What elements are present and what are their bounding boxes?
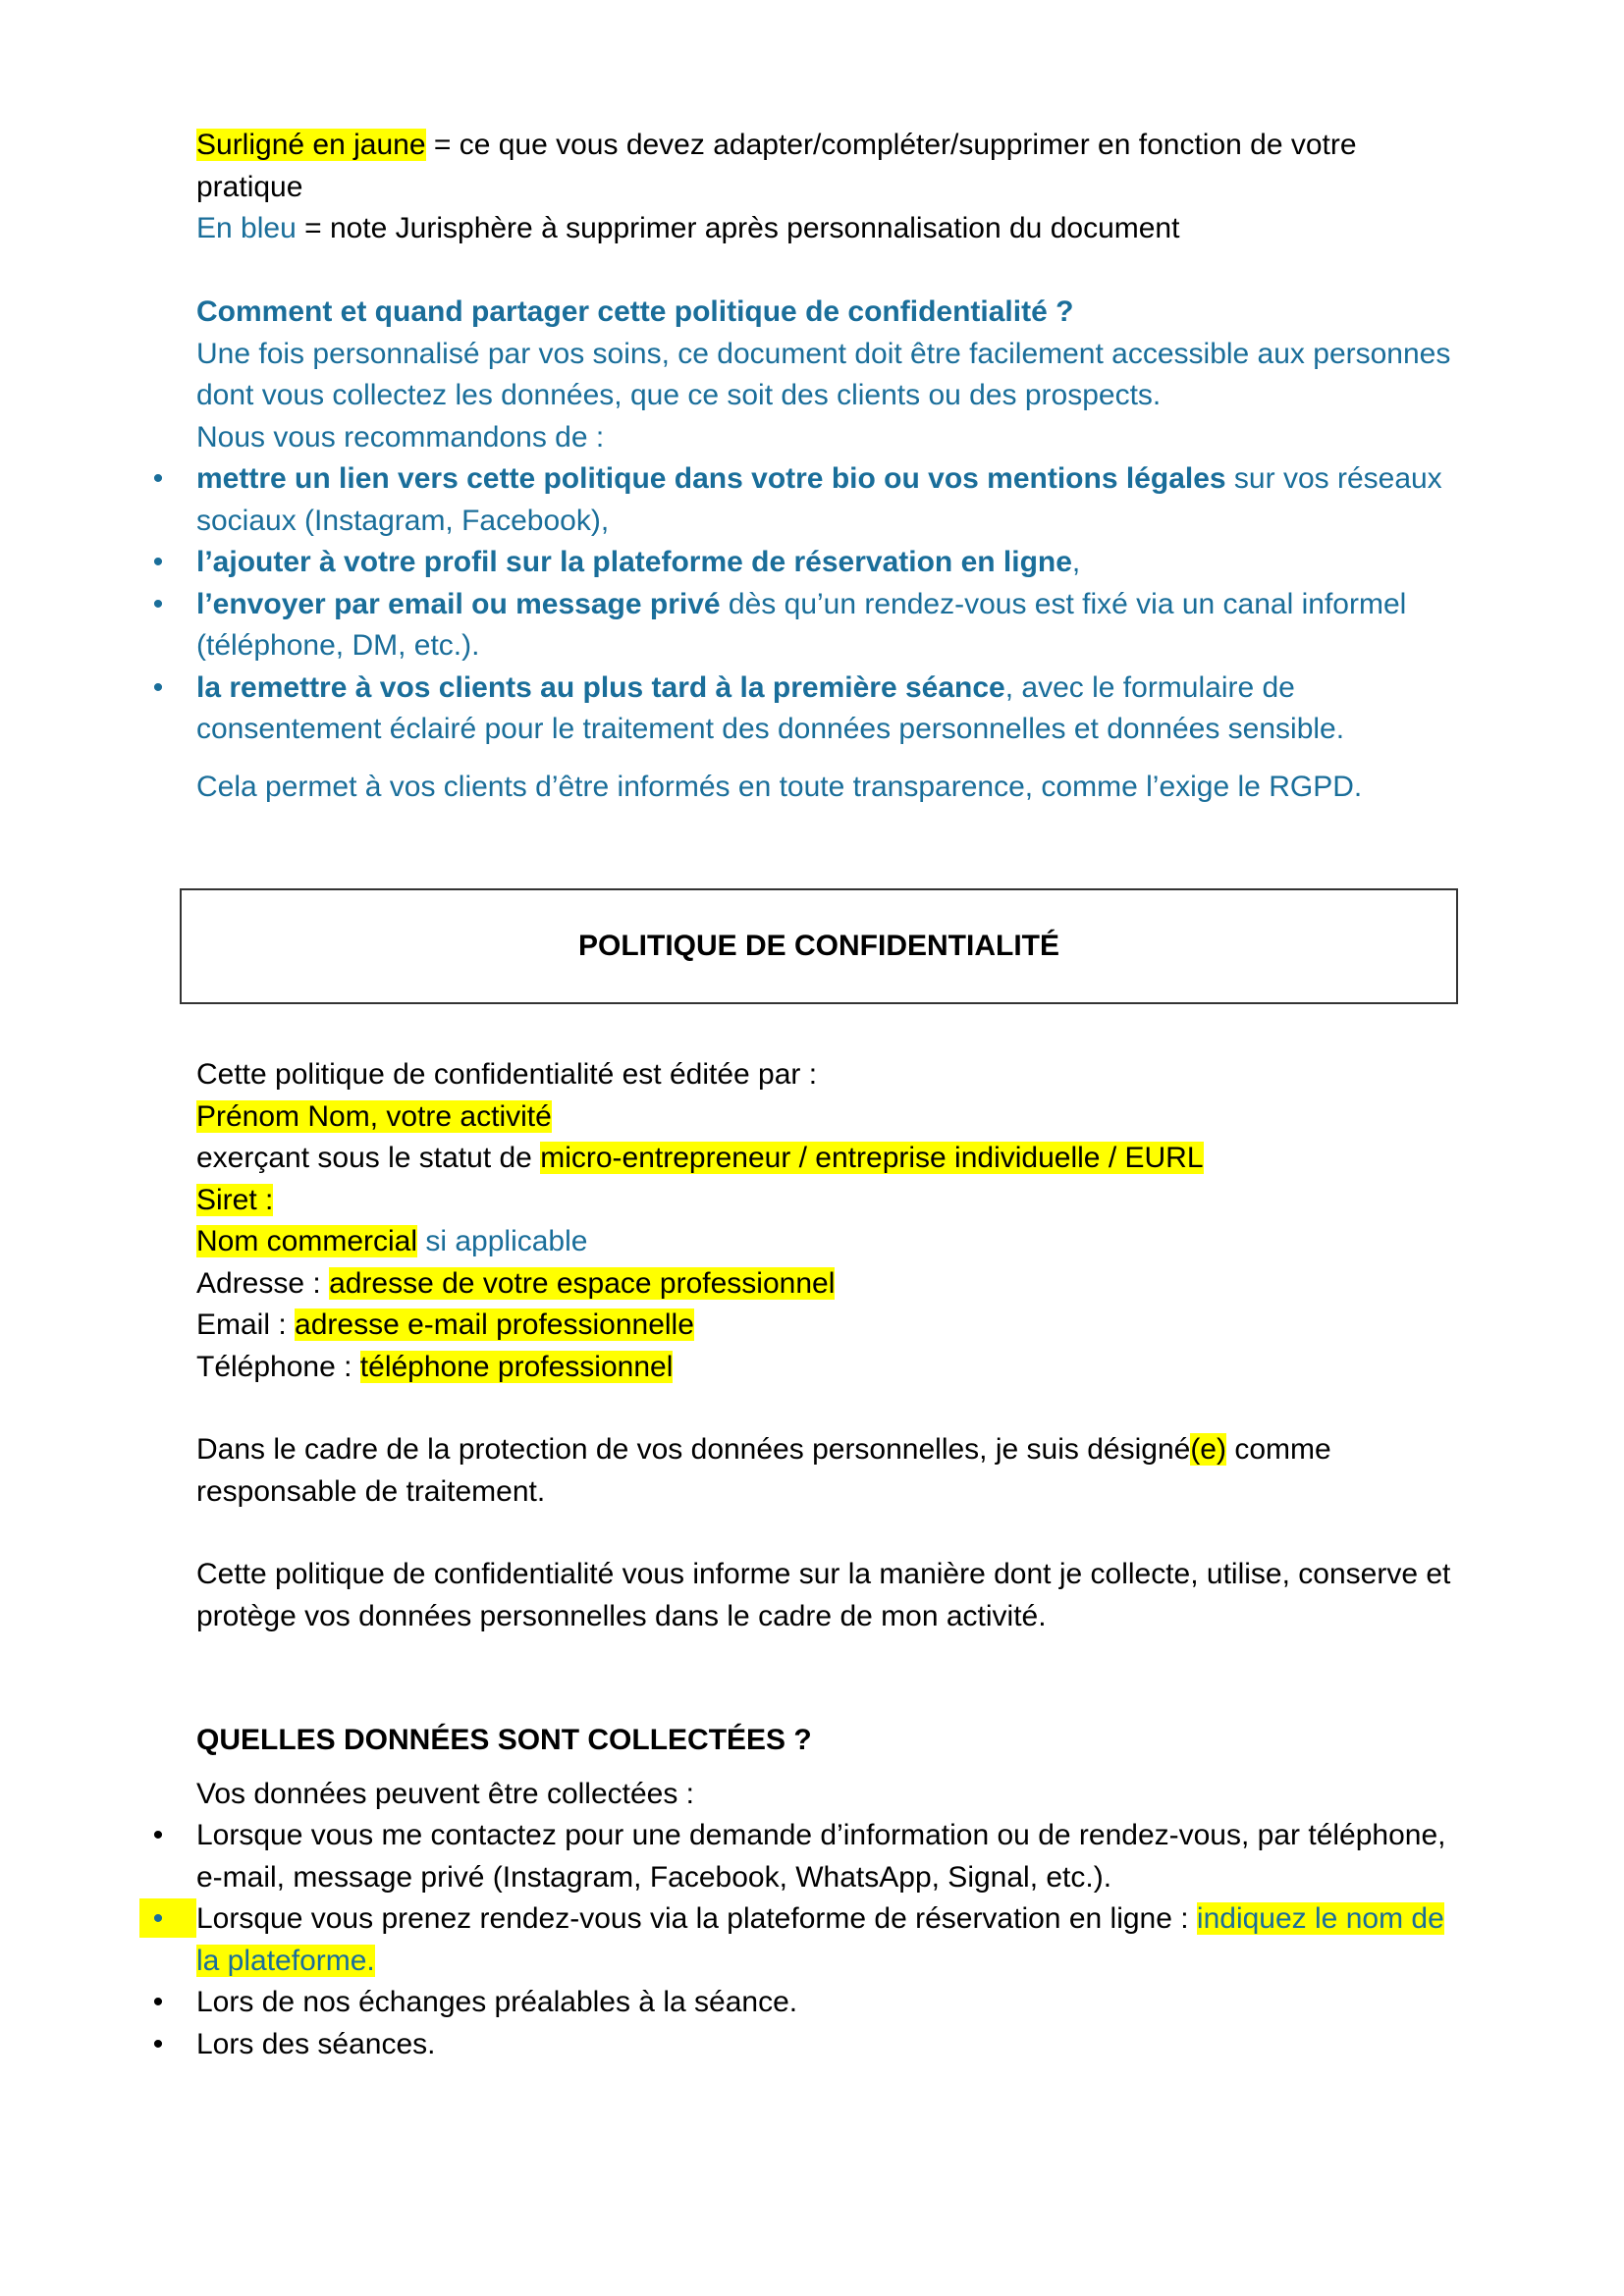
- bullet-icon: •: [152, 462, 164, 495]
- list-item-text: Lorsque vous me contactez pour une demande d’information ou de rendez-vous, par téléphone, e-mail, message privé (Instagram, Facebook, WhatsApp, Signal, etc.).: [196, 1819, 1446, 1894]
- sharing-note: [152, 292, 1463, 808]
- purpose-paragraph: [196, 1554, 1463, 1637]
- note-item-bold: mettre un lien vers cette politique dans votre bio ou vos mentions légales: [196, 462, 1226, 495]
- yellow-label: Surligné en jaune: [196, 129, 426, 161]
- section-collected-data: [152, 1720, 1463, 2065]
- document-title-box: [180, 888, 1458, 1004]
- address-label: Adresse :: [196, 1266, 330, 1300]
- bullet-icon: •: [152, 1819, 164, 1851]
- note-item-bold: l’envoyer par email ou message privé: [196, 587, 721, 620]
- note-item: [152, 584, 1463, 667]
- note-closing: Cela permet à vos clients d’être informés en toute transparence, comme l’exige le RGPD.: [196, 770, 1363, 803]
- note-item-rest: dès qu’un rendez-vous est fixé via un canal informel (téléphone, DM, etc.).: [196, 587, 1407, 662]
- trade-name-note: si applicable: [417, 1225, 588, 1257]
- collection-list: [152, 1815, 1463, 2065]
- note-intro: Une fois personnalisé par vos soins, ce document doit être facilement accessible aux personnes dont vous collectez les données, que ce soit des clients ou des prospects.: [196, 337, 1451, 411]
- email-value: adresse e-mail professionnelle: [295, 1308, 694, 1341]
- note-item-rest: sur vos réseaux sociaux (Instagram, Facebook),: [196, 462, 1442, 537]
- list-item: [152, 1982, 1463, 2024]
- controller-after: comme responsable de traitement.: [196, 1433, 1331, 1508]
- note-item-bold: la remettre à vos clients au plus tard à la première séance: [196, 670, 1005, 704]
- note-item: [152, 667, 1463, 751]
- document-title: POLITIQUE DE CONFIDENTIALITÉ: [577, 930, 1059, 962]
- email-label: Email :: [196, 1308, 296, 1341]
- note-item-rest: ,: [1071, 546, 1081, 578]
- legend: [196, 125, 1463, 250]
- bullet-icon: •: [152, 1902, 164, 1935]
- blue-label: En bleu: [196, 212, 297, 244]
- phone-label: Téléphone :: [196, 1350, 360, 1383]
- address-value: adresse de votre espace professionnel: [329, 1266, 836, 1300]
- bullet-icon: •: [152, 670, 164, 704]
- list-item-text: Lors des séances.: [196, 2027, 436, 2060]
- yellow-text: = ce que vous devez adapter/compléter/supprimer en fonction de votre pratique: [196, 129, 1357, 203]
- editor-name: Prénom Nom, votre activité: [196, 1099, 552, 1133]
- controller-highlight: (e): [1190, 1433, 1226, 1466]
- editor-intro: Cette politique de confidentialité est éditée par :: [196, 1058, 818, 1091]
- note-item-bold: l’ajouter à votre profil sur la plateforme de réservation en ligne: [196, 546, 1072, 578]
- bullet-icon: •: [152, 1986, 164, 2018]
- siret: Siret :: [196, 1183, 274, 1216]
- status-prefix: exerçant sous le statut de: [196, 1142, 541, 1174]
- list-item: [152, 2024, 1463, 2066]
- purpose-text: Cette politique de confidentialité vous informe sur la manière dont je collecte, utilise, conserve et protège vos données personnelles dans le cadre de mon activité.: [196, 1558, 1451, 1632]
- note-item: [152, 542, 1463, 584]
- section-intro: Vos données peuvent être collectées :: [196, 1777, 695, 1810]
- legend-blue: [196, 208, 1463, 250]
- bullet-icon: •: [152, 2027, 164, 2060]
- list-item-text: Lorsque vous prenez rendez-vous via la plateforme de réservation en ligne :: [196, 1902, 1197, 1935]
- bullet-icon: •: [152, 546, 164, 578]
- status-value: micro-entrepreneur / entreprise individuelle / EURL: [540, 1142, 1204, 1174]
- list-item: [152, 1898, 1463, 1982]
- note-list: [152, 458, 1463, 751]
- list-item-note: indiquez le nom de la plateforme.: [196, 1902, 1444, 1977]
- phone-value: téléphone professionnel: [359, 1350, 674, 1383]
- note-item: [152, 458, 1463, 542]
- controller-before: Dans le cadre de la protection de vos données personnelles, je suis désigné: [196, 1433, 1191, 1466]
- bullet-icon: •: [152, 587, 164, 620]
- section-heading: QUELLES DONNÉES SONT COLLECTÉES ?: [196, 1724, 812, 1756]
- legend-yellow: [196, 125, 1463, 208]
- controller-paragraph: [196, 1429, 1463, 1513]
- note-recommend: Nous vous recommandons de :: [196, 420, 605, 454]
- trade-name: Nom commercial: [196, 1225, 418, 1257]
- editor-info: [196, 1054, 1463, 1388]
- blue-text: = note Jurisphère à supprimer après personnalisation du document: [296, 212, 1180, 244]
- list-item-text: Lors de nos échanges préalables à la séance.: [196, 1986, 798, 2018]
- note-heading: Comment et quand partager cette politique de confidentialité ?: [196, 295, 1074, 328]
- note-item-rest: , avec le formulaire de consentement éclairé pour le traitement des données personnelles et données sensible.: [196, 670, 1345, 745]
- list-item: [152, 1815, 1463, 1898]
